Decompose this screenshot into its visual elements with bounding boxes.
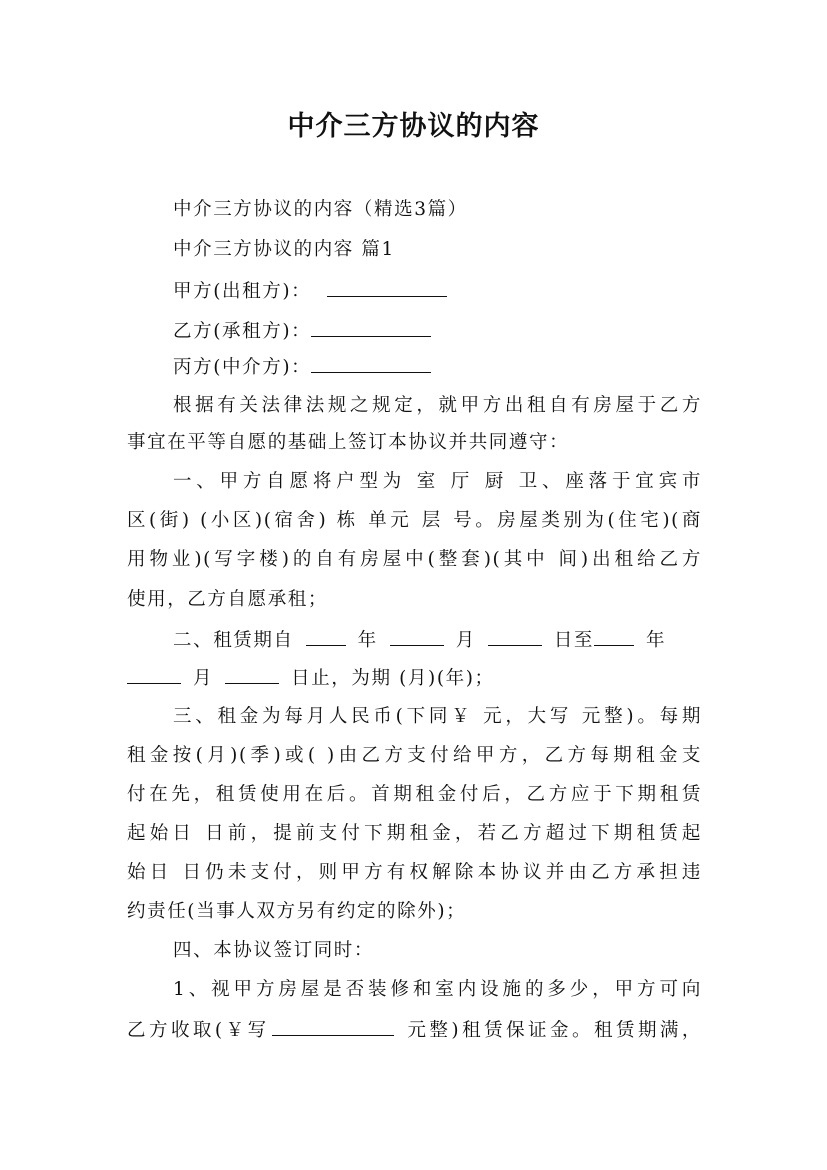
- lease-term-text: 年: [646, 630, 667, 651]
- lease-term-text: 二、租赁期自: [173, 630, 294, 651]
- lease-term-text: 日至: [553, 630, 595, 651]
- paragraph-line: 约责任(当事人双方另有约定的除外)；: [127, 901, 467, 922]
- paragraph-line: 使用，乙方自愿承租；: [127, 589, 329, 610]
- deposit-text: 元整)租赁保证金。租赁期满，: [405, 1020, 702, 1041]
- blank: [390, 627, 444, 646]
- deposit-text: 乙方收取(￥写: [127, 1020, 270, 1041]
- blank: [272, 1017, 394, 1036]
- paragraph-line: 用物业)(写字楼)的自有房屋中(整套)(其中 间)出租给乙方: [127, 549, 702, 570]
- paragraph-line: 区(街) (小区)(宿舍) 栋 单元 层 号。房屋类别为(住宅)(商: [127, 510, 702, 531]
- party-a-line: [173, 278, 447, 304]
- paragraph-line: 始日 日仍未支付，则甲方有权解除本协议并由乙方承担违: [127, 862, 702, 883]
- paragraph-line: 根据有关法律法规之规定，就甲方出租自有房屋于乙方: [173, 395, 702, 416]
- blank: [306, 627, 346, 646]
- blank: [127, 665, 181, 684]
- blank: [225, 665, 279, 684]
- party-c-line: [173, 354, 431, 380]
- party-c-blank: [311, 354, 431, 373]
- lease-term-text: 月: [193, 668, 214, 689]
- lease-term-line: [173, 627, 666, 653]
- blank: [488, 627, 542, 646]
- subtitle-line: 中介三方协议的内容（精选3篇）: [173, 199, 468, 220]
- lease-term-text: 年: [357, 630, 378, 651]
- paragraph-line: 起始日 日前，提前支付下期租金，若乙方超过下期租赁起: [127, 823, 702, 844]
- deposit-line: [127, 1017, 702, 1043]
- party-b-blank: [311, 318, 431, 337]
- lease-term-text: 日止，为期 (月)(年)；: [291, 668, 495, 689]
- section-line: 四、本协议签订同时：: [173, 940, 375, 961]
- paragraph-line: 付在先，租赁使用在后。首期租金付后，乙方应于下期租赁: [127, 784, 702, 805]
- party-b-line: [173, 318, 431, 344]
- party-a-blank: [327, 278, 447, 297]
- lease-term-text: 月: [455, 630, 476, 651]
- party-b-label: 乙方(承租方)：: [173, 321, 312, 342]
- paragraph-line: 一、甲方自愿将户型为 室 厅 厨 卫、座落于宜宾市: [173, 471, 702, 492]
- party-c-label: 丙方(中介方)：: [173, 357, 312, 378]
- party-a-label: 甲方(出租方)：: [173, 281, 312, 302]
- lease-term-line-2: [127, 665, 495, 691]
- section-heading: 中介三方协议的内容 篇1: [173, 239, 395, 260]
- blank: [594, 627, 634, 646]
- paragraph-line: 三、租金为每月人民币(下同￥ 元，大写 元整)。每期: [173, 706, 702, 727]
- document-title: 中介三方协议的内容: [287, 111, 540, 142]
- paragraph-line: 1、视甲方房屋是否装修和室内设施的多少，甲方可向: [173, 979, 702, 1000]
- paragraph-line: 事宜在平等自愿的基础上签订本协议并共同遵守：: [127, 432, 570, 453]
- paragraph-line: 租金按(月)(季)或( )由乙方支付给甲方，乙方每期租金支: [127, 745, 702, 766]
